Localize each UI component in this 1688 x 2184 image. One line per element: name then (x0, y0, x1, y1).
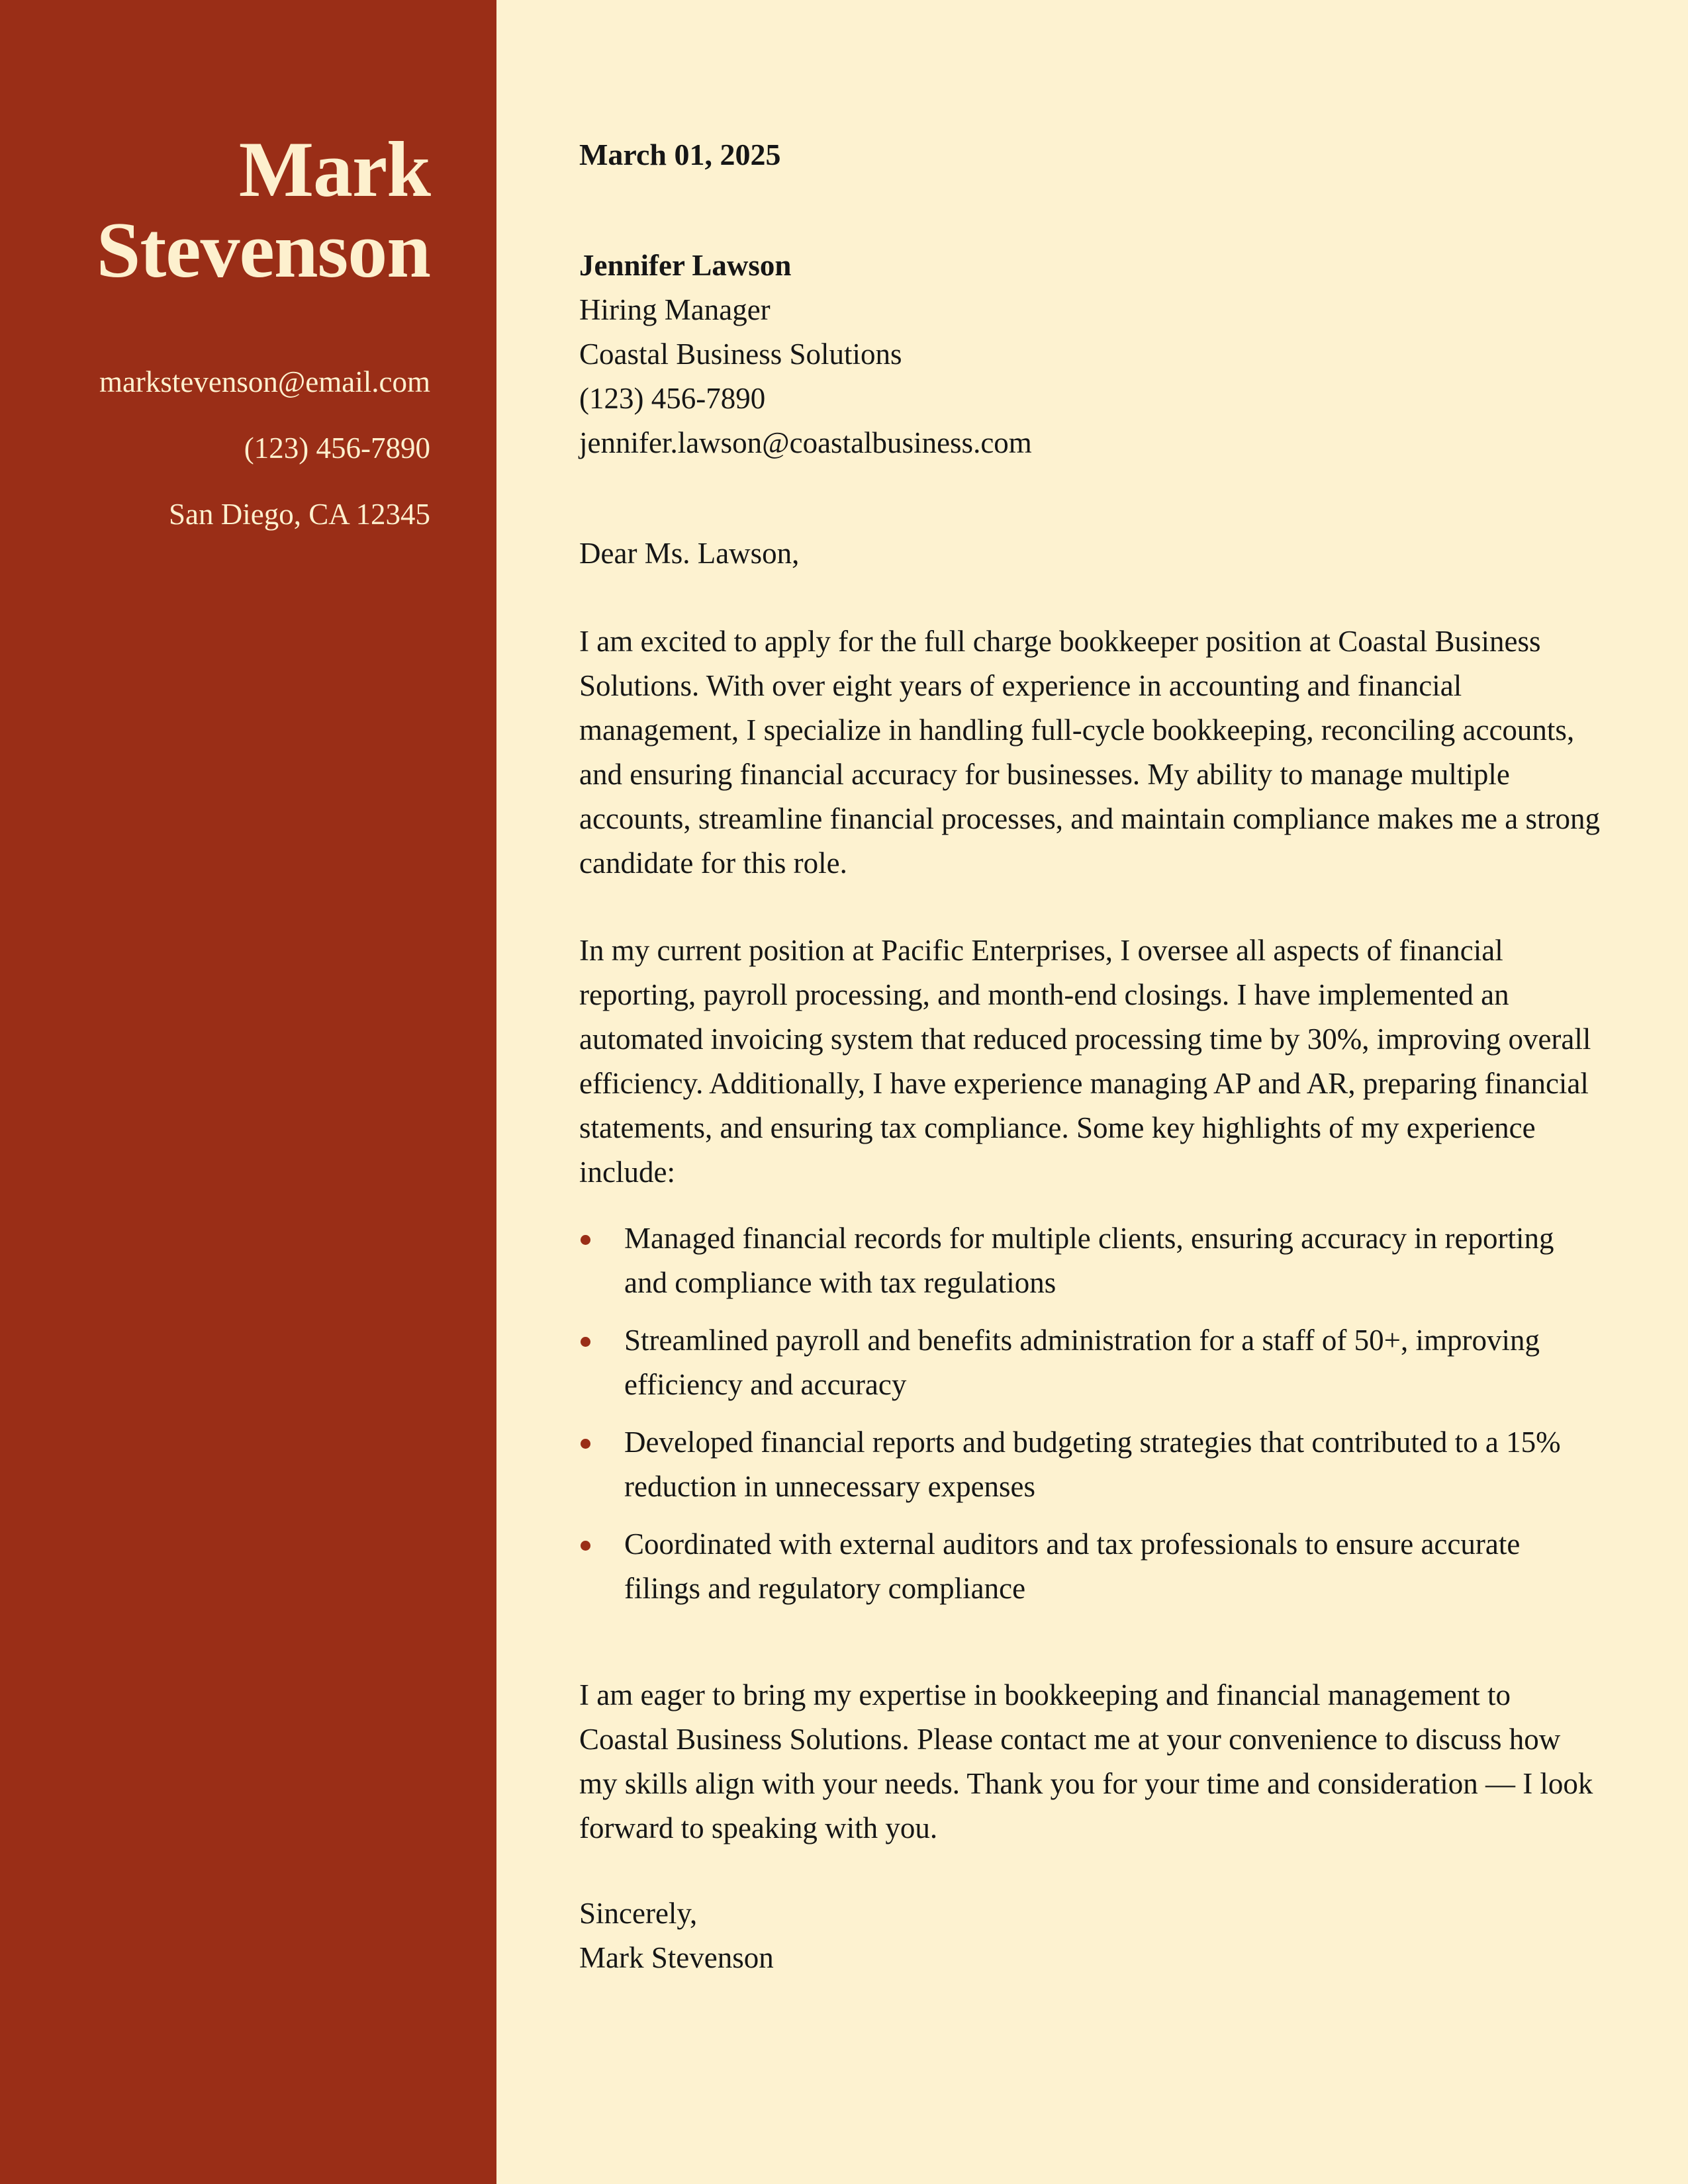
signature-name: Mark Stevenson (579, 1941, 774, 1974)
highlights-list (579, 1216, 1602, 1624)
recipient-name: Jennifer Lawson (579, 249, 792, 282)
highlight-text: Managed financial records for multiple clients, ensuring accuracy in reporting and compliance with tax regulations (624, 1222, 1554, 1299)
sender-location: San Diego, CA 12345 (168, 498, 430, 531)
list-item (579, 1522, 1602, 1611)
highlight-text: Streamlined payroll and benefits administration for a staff of 50+, improving efficiency and accuracy (624, 1324, 1540, 1401)
paragraph-intro: I am excited to apply for the full charge bookkeeper position at Coastal Business Solutions. With over eight years of experience in accounting and financial management, I specialize in handling full-cycle bookkeeping, reconciling accounts, and ensuring financial accuracy for businesses. My ability to manage multiple accounts, streamline financial processes, and maintain compliance makes me a strong candidate for this role. (579, 625, 1600, 880)
recipient-block (579, 244, 1032, 465)
letter-date: March 01, 2025 (579, 138, 781, 171)
bullet-dot-icon (581, 1541, 590, 1551)
sender-name (96, 125, 430, 294)
highlight-text: Developed financial reports and budgeting strategies that contributed to a 15% reduction in unnecessary expenses (624, 1426, 1561, 1503)
list-item (579, 1216, 1602, 1305)
recipient-title: Hiring Manager (579, 293, 771, 326)
sender-first-name: Mark (238, 125, 430, 213)
recipient-phone: (123) 456-7890 (579, 382, 766, 415)
highlight-text: Coordinated with external auditors and tax professionals to ensure accurate filings and regulatory compliance (624, 1527, 1521, 1605)
sender-last-name: Stevenson (96, 206, 430, 294)
salutation: Dear Ms. Lawson, (579, 537, 800, 570)
paragraph-experience: In my current position at Pacific Enterprises, I oversee all aspects of financial reporting, payroll processing, and month-end closings. I have implemented an automated invoicing system that reduced processing time by 30%, improving overall efficiency. Additionally, I have experience managing AP and AR, preparing financial statements, and ensuring tax compliance. Some key highlights of my experience include: (579, 934, 1591, 1189)
paragraph-closing: I am eager to bring my expertise in bookkeeping and financial management to Coastal Business Solutions. Please contact me at your convenience to discuss how my skills align with your needs. Thank you for your time and consideration — I look forward to speaking with you. (579, 1678, 1593, 1844)
sender-phone: (123) 456-7890 (244, 432, 430, 465)
closing-block (579, 1891, 774, 1980)
list-item (579, 1420, 1602, 1509)
list-item (579, 1318, 1602, 1407)
bullet-dot-icon (581, 1337, 590, 1347)
sender-contact (99, 365, 430, 564)
recipient-company: Coastal Business Solutions (579, 338, 902, 371)
bullet-dot-icon (581, 1439, 590, 1449)
recipient-email: jennifer.lawson@coastalbusiness.com (579, 426, 1032, 459)
valediction: Sincerely, (579, 1897, 698, 1930)
bullet-dot-icon (581, 1235, 590, 1245)
sender-email: markstevenson@email.com (99, 365, 430, 398)
sidebar (0, 0, 496, 2184)
